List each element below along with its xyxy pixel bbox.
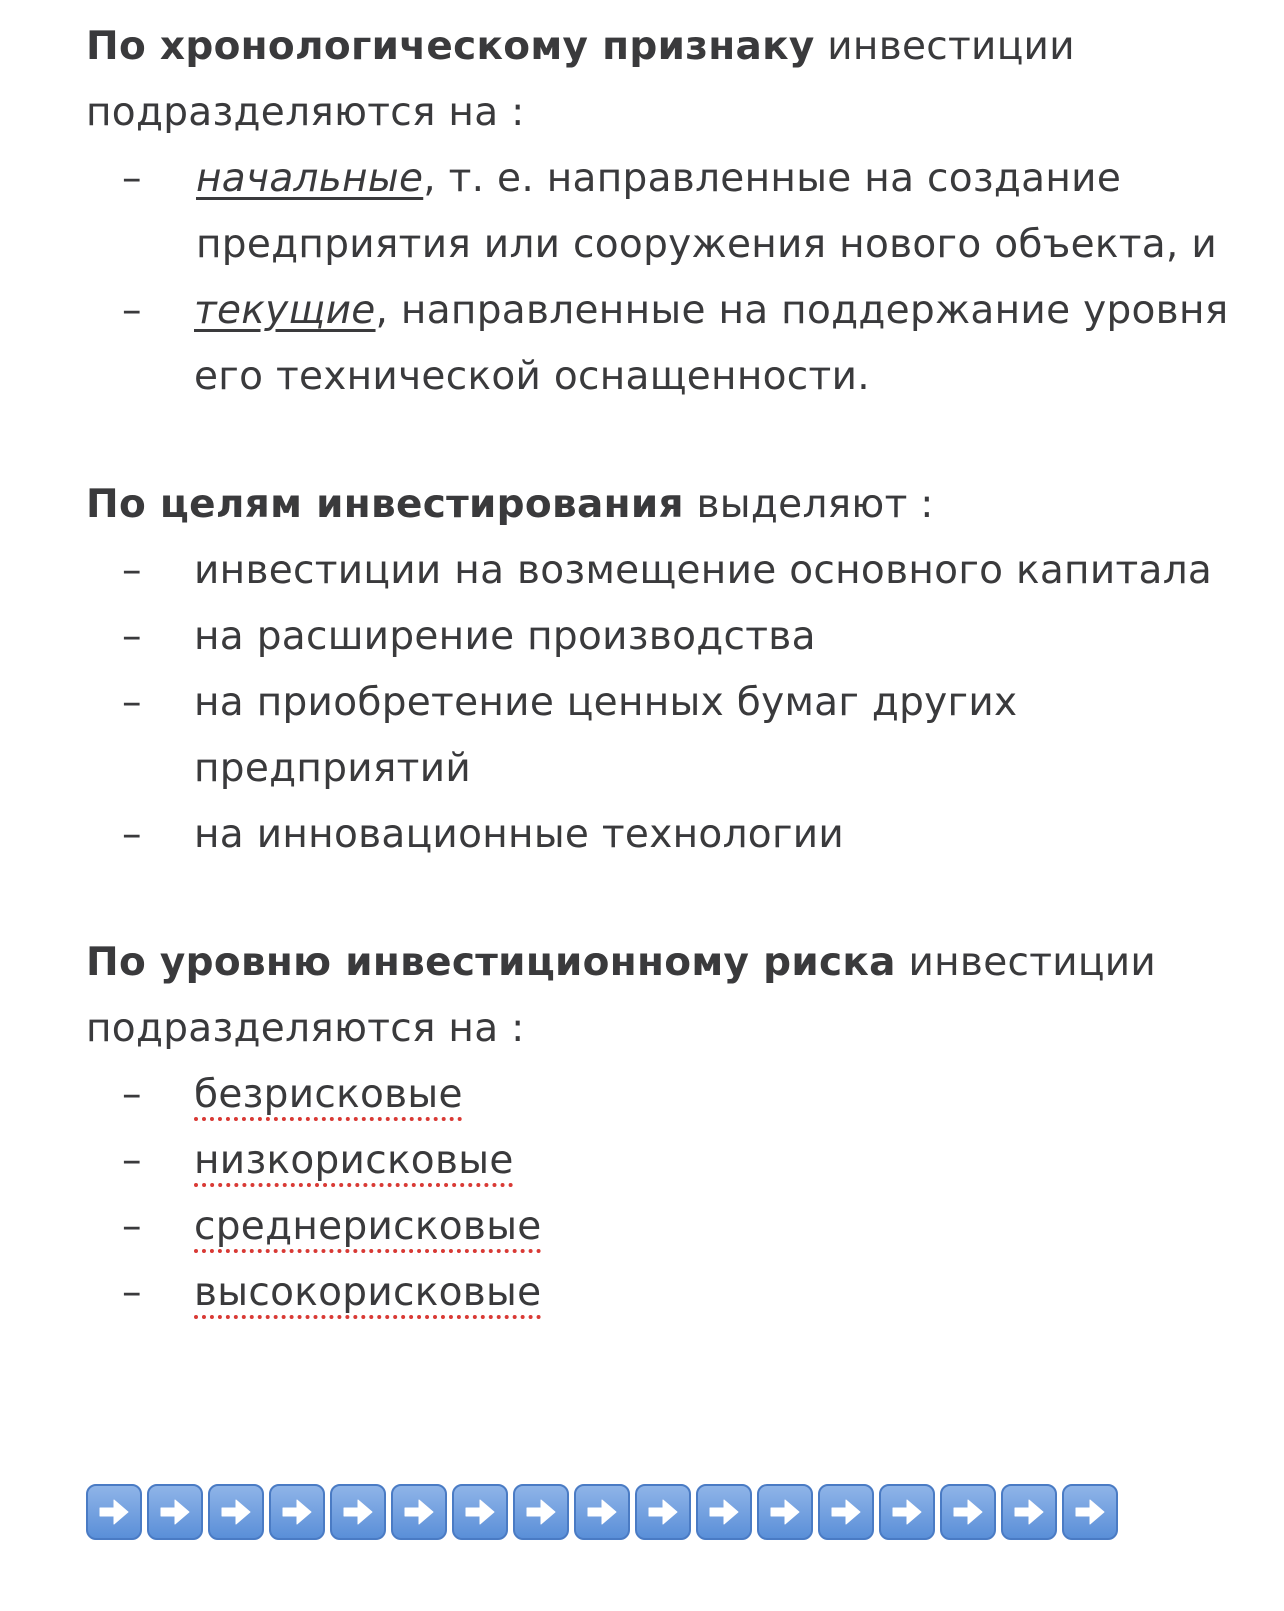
- dash-icon: –: [122, 1072, 142, 1117]
- section3-list: [86, 1062, 1246, 1326]
- dash-icon: –: [122, 156, 142, 201]
- dash-icon: –: [122, 680, 142, 725]
- section2-text: выделяют :: [683, 482, 934, 527]
- right-arrow-button-icon: [513, 1484, 569, 1540]
- section2-paragraph: [86, 472, 1246, 538]
- section1-text: инвестиции подразделяются на :: [86, 24, 1075, 135]
- dash-icon: –: [122, 812, 142, 857]
- section2-heading: По целям инвестирования: [86, 482, 684, 527]
- dash-icon: –: [122, 1138, 142, 1183]
- list-item: [86, 802, 1246, 868]
- arrow-emoji-row: [86, 1484, 1118, 1540]
- section3-text: инвестиции подразделяются на :: [86, 940, 1157, 1051]
- list-item-text: инвестиции на возмещение основного капитала: [194, 548, 1213, 593]
- term-current-desc: , направленные на поддержание уровня его технической оснащенности.: [194, 288, 1229, 399]
- section3-paragraph: [86, 930, 1246, 1062]
- list-item-text: на инновационные технологии: [194, 812, 845, 857]
- section3-heading: По уровню инвестиционному риска: [86, 940, 896, 985]
- risk-free-term: безрисковые: [194, 1072, 463, 1117]
- section2-list: [86, 538, 1246, 868]
- list-item: [86, 1260, 1246, 1326]
- right-arrow-button-icon: [86, 1484, 142, 1540]
- right-arrow-button-icon: [1001, 1484, 1057, 1540]
- right-arrow-button-icon: [1062, 1484, 1118, 1540]
- section1-list: [86, 146, 1246, 410]
- list-item: [86, 1128, 1246, 1194]
- section1-paragraph: [86, 14, 1246, 146]
- right-arrow-button-icon: [452, 1484, 508, 1540]
- dash-icon: –: [122, 614, 142, 659]
- dash-icon: –: [122, 1270, 142, 1315]
- right-arrow-button-icon: [391, 1484, 447, 1540]
- list-item: [86, 670, 1246, 802]
- term-initial: начальные: [196, 156, 424, 201]
- list-item: [86, 604, 1246, 670]
- right-arrow-button-icon: [269, 1484, 325, 1540]
- low-risk-term: низкорисковые: [194, 1138, 514, 1183]
- right-arrow-button-icon: [330, 1484, 386, 1540]
- dash-icon: –: [122, 548, 142, 593]
- right-arrow-button-icon: [574, 1484, 630, 1540]
- right-arrow-button-icon: [879, 1484, 935, 1540]
- list-item-text: на расширение производства: [194, 614, 816, 659]
- right-arrow-button-icon: [757, 1484, 813, 1540]
- right-arrow-button-icon: [208, 1484, 264, 1540]
- dash-icon: –: [122, 1204, 142, 1249]
- high-risk-term: высокорисковые: [194, 1270, 542, 1315]
- list-item: [86, 146, 1246, 278]
- dash-icon: –: [122, 288, 142, 333]
- list-item: [86, 538, 1246, 604]
- section1-heading: По хронологическому признаку: [86, 24, 815, 69]
- document-page: [86, 14, 1246, 1326]
- right-arrow-button-icon: [696, 1484, 752, 1540]
- list-item: [86, 1194, 1246, 1260]
- term-initial-desc: , т. е. направленные на создание предприятия или сооружения нового объекта, и: [196, 156, 1217, 267]
- right-arrow-button-icon: [818, 1484, 874, 1540]
- term-current: текущие: [194, 288, 376, 333]
- list-item: [86, 278, 1246, 410]
- medium-risk-term: среднерисковые: [194, 1204, 542, 1249]
- right-arrow-button-icon: [635, 1484, 691, 1540]
- right-arrow-button-icon: [940, 1484, 996, 1540]
- right-arrow-button-icon: [147, 1484, 203, 1540]
- list-item: [86, 1062, 1246, 1128]
- list-item-text: на приобретение ценных бумаг других предприятий: [194, 680, 1018, 791]
